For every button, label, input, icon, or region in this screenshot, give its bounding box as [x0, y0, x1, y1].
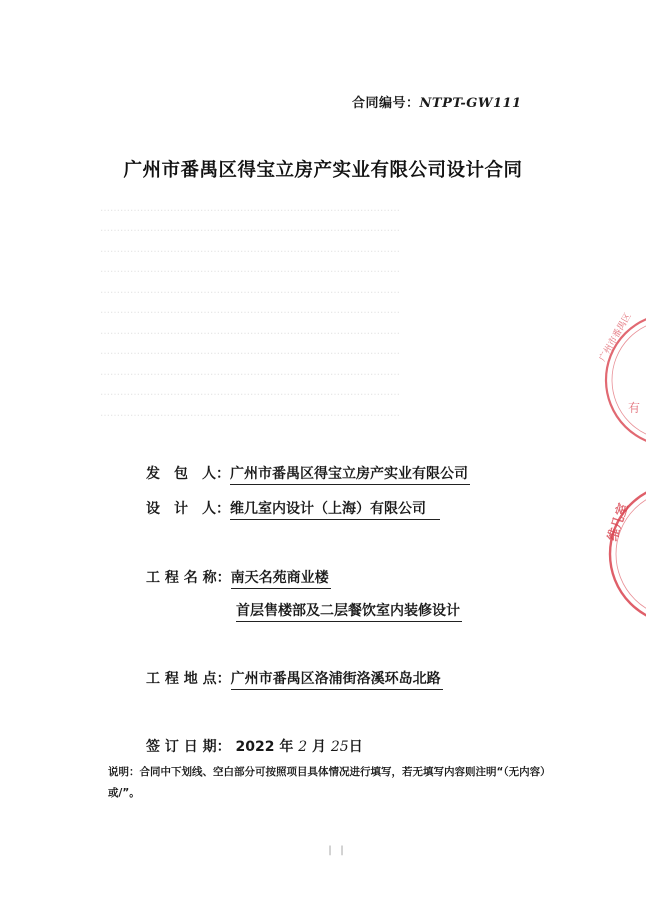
signing-day: 25: [330, 739, 349, 755]
signing-date-label: 签 订 日 期：: [146, 739, 231, 755]
signing-year-unit: 年: [279, 739, 294, 755]
svg-text:有: 有: [628, 401, 641, 415]
project-location-label: 工 程 地 点：: [146, 671, 231, 687]
signing-month: 2: [298, 739, 308, 755]
project-location-value: 广州市番禺区洛浦街洛溪环岛北路: [231, 668, 443, 690]
contract-number-label: 合同编号：: [352, 96, 420, 111]
signing-date-field: [146, 736, 363, 756]
client-label: 发 包 人：: [146, 466, 230, 482]
page-title: 广州市番禺区得宝立房产实业有限公司设计合同: [123, 160, 523, 181]
company-seal-stamp-top: [590, 310, 646, 450]
footer-mark: | |: [327, 845, 346, 856]
contract-number: [352, 92, 522, 111]
client-value: 广州市番禺区得宝立房产实业有限公司: [230, 463, 470, 485]
svg-text:广州市番禺区: 广州市番禺区: [597, 311, 634, 364]
contract-number-value: NTPT-GW111: [419, 96, 522, 111]
bleed-through-ghost-text: ……………………………………………………………………………… ……………………………………………………………………………… ……………………………………………………………………………… ……………………………………………………………………………… ……………………………………………………………………………… ……………………………………………………………………………… ……………………………………………………………………………… ……………………………………………………………………………… ……………………………………………………………………………… ……………………………………………………………………………… ………………………………………………………………………………: [100, 202, 400, 419]
project-name-line2-field: [236, 600, 462, 622]
client-field: [146, 463, 470, 485]
project-name-label: 工 程 名 称：: [146, 570, 231, 586]
designer-value: 维几室内设计（上海）有限公司: [230, 498, 440, 520]
company-seal-stamp-bottom: [598, 482, 646, 632]
signing-year: 2022: [235, 739, 275, 755]
project-name-field: [146, 567, 331, 589]
instruction-note: 说明：合同中下划线、空白部分可按照项目具体情况进行填写，若无填写内容则注明“（无内容）或/”。: [108, 766, 551, 799]
project-location-field: [146, 668, 443, 690]
designer-field: [146, 498, 440, 520]
designer-label: 设 计 人：: [146, 501, 230, 517]
project-name-line1: 南天名苑商业楼: [231, 567, 331, 589]
signing-day-unit: 日: [348, 739, 363, 755]
svg-text:维几室: 维几室: [605, 501, 632, 544]
project-name-line2: 首层售楼部及二层餐饮室内装修设计: [236, 600, 462, 622]
signing-month-unit: 月: [312, 739, 327, 755]
